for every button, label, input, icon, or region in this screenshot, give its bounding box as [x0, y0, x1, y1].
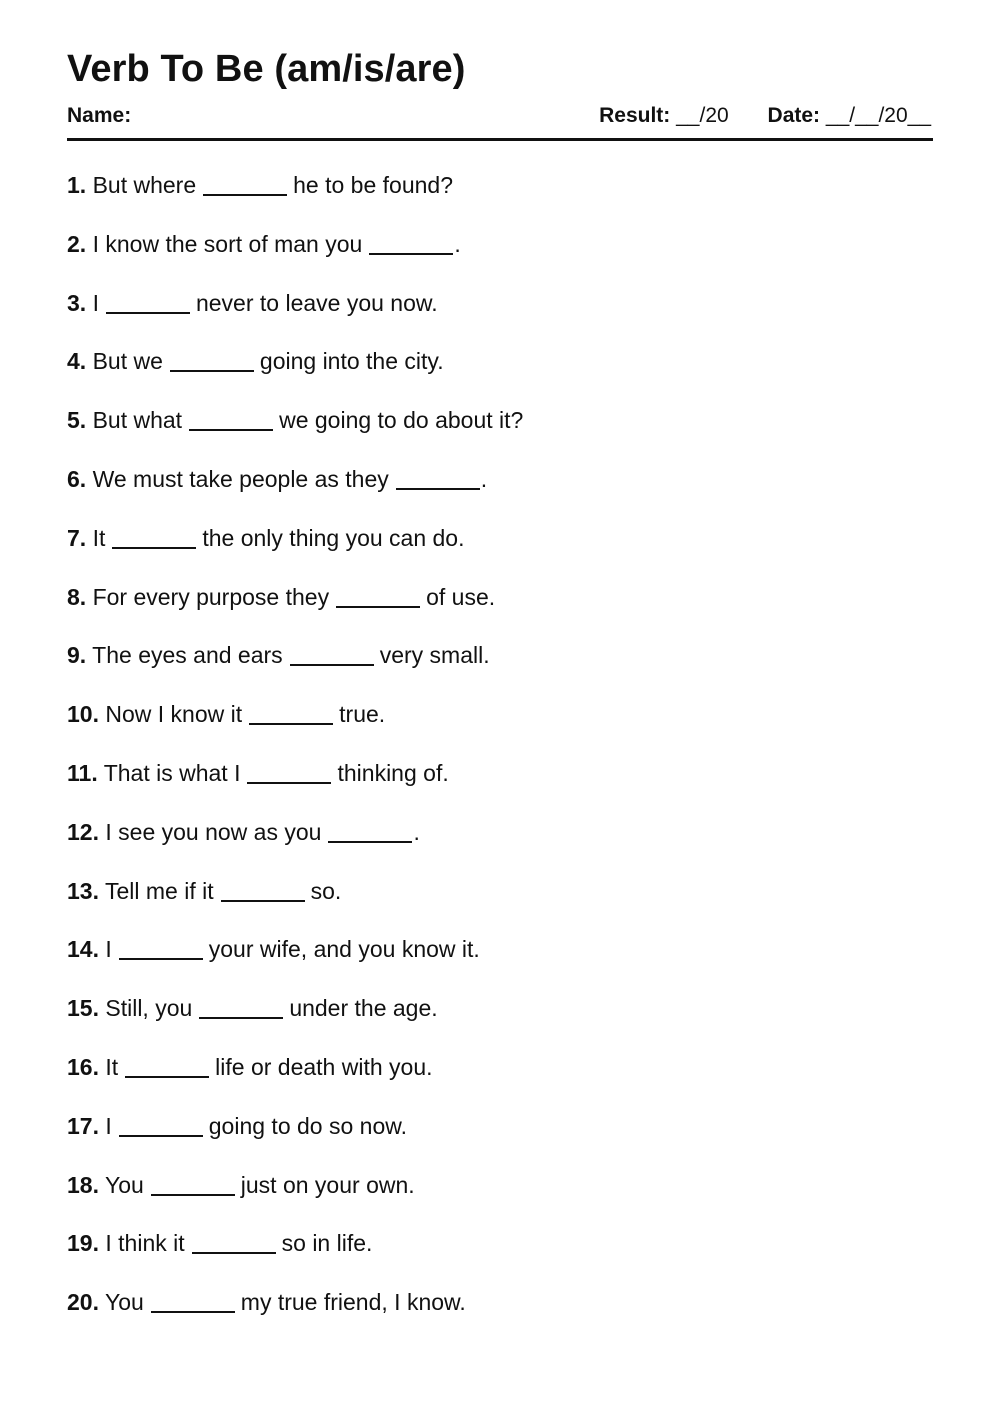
- question-item: [67, 1111, 933, 1170]
- result-date-fields: [599, 103, 931, 129]
- question-item: [67, 523, 933, 582]
- result-label: Result:: [599, 104, 671, 127]
- question-text-before: But what: [92, 407, 183, 434]
- answer-blank[interactable]: [119, 1113, 203, 1137]
- answer-blank[interactable]: [221, 878, 305, 902]
- question-text-after: of use.: [426, 583, 496, 610]
- question-number: 3.: [67, 289, 87, 316]
- answer-blank[interactable]: [249, 701, 333, 725]
- question-text-before: We must take people as they: [92, 465, 389, 492]
- question-item: [67, 640, 933, 699]
- question-number: 13.: [67, 877, 99, 904]
- question-text-after: so.: [310, 877, 342, 904]
- question-number: 17.: [67, 1112, 99, 1139]
- answer-blank[interactable]: [199, 995, 283, 1019]
- question-item: [67, 1170, 933, 1229]
- question-item: [67, 758, 933, 817]
- question-text-after: going into the city.: [259, 348, 444, 375]
- question-number: 9.: [67, 642, 87, 669]
- question-text-after: just on your own.: [240, 1171, 415, 1198]
- question-number: 5.: [67, 407, 87, 434]
- question-text-before: You: [104, 1171, 144, 1198]
- question-text-after: my true friend, I know.: [240, 1289, 466, 1316]
- question-text-after: .: [413, 818, 420, 845]
- answer-blank[interactable]: [369, 231, 453, 255]
- question-text-before: You: [104, 1289, 144, 1316]
- question-item: [67, 582, 933, 641]
- date-label: Date:: [767, 104, 821, 127]
- question-text-after: very small.: [379, 642, 490, 669]
- question-item: [67, 288, 933, 347]
- question-text-before: Now I know it: [105, 701, 243, 728]
- question-text-after: under the age.: [289, 995, 438, 1022]
- answer-blank[interactable]: [106, 290, 190, 314]
- question-text-after: we going to do about it?: [279, 407, 524, 434]
- question-text-before: But we: [92, 348, 163, 375]
- answer-blank[interactable]: [290, 642, 374, 666]
- question-text-before: For every purpose they: [92, 583, 330, 610]
- question-text-before: I: [92, 289, 99, 316]
- question-number: 16.: [67, 1053, 99, 1080]
- question-item: [67, 464, 933, 523]
- question-text-before: I: [105, 1112, 112, 1139]
- date-value: __/__/20__: [825, 104, 931, 127]
- date-field: [768, 104, 931, 127]
- answer-blank[interactable]: [170, 348, 254, 372]
- question-text-before: It: [105, 1053, 119, 1080]
- answer-blank[interactable]: [151, 1172, 235, 1196]
- question-item: [67, 1228, 933, 1287]
- question-text-before: I think it: [105, 1230, 185, 1257]
- question-text-before: Still, you: [105, 995, 193, 1022]
- answer-blank[interactable]: [112, 525, 196, 549]
- question-text-before: The eyes and ears: [92, 642, 283, 669]
- question-text-after: never to leave you now.: [195, 289, 438, 316]
- question-number: 19.: [67, 1230, 99, 1257]
- answer-blank[interactable]: [336, 584, 420, 608]
- question-number: 12.: [67, 818, 99, 845]
- question-text-before: Tell me if it: [104, 877, 214, 904]
- question-item: [67, 1052, 933, 1111]
- answer-blank[interactable]: [247, 760, 331, 784]
- question-text-after: thinking of.: [337, 759, 449, 786]
- question-text-after: the only thing you can do.: [202, 524, 465, 551]
- question-text-before: That is what I: [103, 759, 241, 786]
- question-item: [67, 346, 933, 405]
- question-list: [67, 170, 933, 1346]
- worksheet-title: Verb To Be (am/is/are): [67, 48, 466, 90]
- question-number: 4.: [67, 348, 87, 375]
- answer-blank[interactable]: [396, 466, 480, 490]
- question-text-after: life or death with you.: [215, 1053, 433, 1080]
- result-field: [599, 104, 734, 127]
- question-text-after: .: [454, 230, 461, 257]
- question-number: 6.: [67, 465, 87, 492]
- question-number: 8.: [67, 583, 87, 610]
- question-text-after: going to do so now.: [208, 1112, 407, 1139]
- answer-blank[interactable]: [125, 1054, 209, 1078]
- question-number: 14.: [67, 936, 99, 963]
- question-number: 11.: [67, 759, 98, 786]
- answer-blank[interactable]: [328, 819, 412, 843]
- question-text-after: your wife, and you know it.: [208, 936, 480, 963]
- question-item: [67, 405, 933, 464]
- question-number: 10.: [67, 701, 99, 728]
- question-text-after: he to be found?: [293, 172, 454, 198]
- question-text-after: true.: [339, 701, 386, 728]
- question-text-after: so in life.: [281, 1230, 373, 1257]
- question-number: 2.: [67, 230, 87, 257]
- question-item: [67, 699, 933, 758]
- question-number: 15.: [67, 995, 99, 1022]
- question-item: [67, 1287, 933, 1346]
- answer-blank[interactable]: [203, 172, 287, 196]
- question-text-before: But where: [92, 172, 197, 198]
- question-number: 20.: [67, 1289, 99, 1316]
- question-number: 18.: [67, 1171, 99, 1198]
- question-item: [67, 229, 933, 288]
- question-text-after: .: [480, 465, 488, 492]
- question-item: [67, 934, 933, 993]
- question-item: [67, 876, 933, 935]
- answer-blank[interactable]: [189, 407, 273, 431]
- question-text-before: I see you now as you: [105, 818, 322, 845]
- name-label: Name:: [67, 104, 132, 127]
- question-number: 7.: [67, 524, 87, 551]
- answer-blank[interactable]: [151, 1289, 235, 1313]
- question-item: [67, 170, 933, 229]
- question-text-before: It: [92, 524, 106, 551]
- question-text-before: I know the sort of man you: [92, 230, 363, 257]
- question-text-before: I: [105, 936, 112, 963]
- worksheet-header: [67, 103, 933, 129]
- question-item: [67, 993, 933, 1052]
- header-divider: [67, 138, 933, 141]
- answer-blank[interactable]: [192, 1230, 276, 1254]
- question-number: 1.: [67, 172, 87, 198]
- result-value: __/20: [676, 104, 729, 127]
- answer-blank[interactable]: [119, 936, 203, 960]
- question-item: [67, 817, 933, 876]
